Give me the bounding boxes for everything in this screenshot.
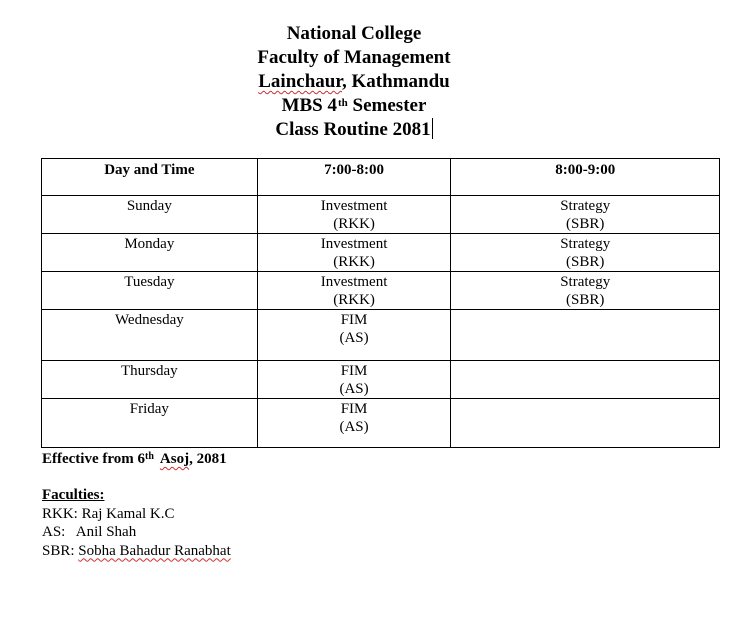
faculties-heading: Faculties: bbox=[42, 487, 105, 503]
faculty-code: (SBR) bbox=[566, 292, 605, 308]
day-cell: Wednesday bbox=[42, 310, 258, 361]
column-header-slot-2: 8:00-9:00 bbox=[451, 159, 720, 196]
faculty-code: (RKK) bbox=[333, 216, 375, 232]
slot2-cell-empty bbox=[451, 310, 720, 361]
day-cell: Thursday bbox=[42, 361, 258, 399]
slot1-cell bbox=[257, 310, 451, 361]
subject: Investment bbox=[320, 198, 388, 214]
subject: Strategy bbox=[560, 274, 611, 290]
faculties-legend bbox=[42, 486, 231, 560]
faculty-entry: RKK: Raj Kamal K.C bbox=[42, 505, 175, 522]
slot2-cell bbox=[451, 272, 720, 310]
subject: Strategy bbox=[560, 236, 611, 252]
slot1-cell bbox=[257, 361, 451, 399]
spellcheck-flagged-word: Asoj bbox=[159, 451, 190, 467]
subject: FIM bbox=[340, 312, 368, 328]
day-cell: Tuesday bbox=[42, 272, 258, 310]
slot1-cell bbox=[257, 196, 451, 234]
table-row bbox=[42, 196, 720, 234]
table-row bbox=[42, 310, 720, 361]
faculty-code: (RKK) bbox=[333, 292, 375, 308]
college-location: Lainchaur, Kathmandu bbox=[258, 71, 450, 92]
column-header-slot-1: 7:00-8:00 bbox=[257, 159, 451, 196]
slot1-cell bbox=[257, 399, 451, 448]
spellcheck-flagged-word: Lainchaur bbox=[258, 71, 343, 92]
table-row bbox=[42, 361, 720, 399]
slot2-cell bbox=[451, 234, 720, 272]
faculty-entry: SBR: Sobha Bahadur Ranabhat bbox=[42, 542, 231, 559]
day-cell: Sunday bbox=[42, 196, 258, 234]
subject: Strategy bbox=[560, 198, 611, 214]
routine-title[interactable]: Class Routine 2081 bbox=[275, 119, 431, 140]
table-row bbox=[42, 272, 720, 310]
column-header-day-time: Day and Time bbox=[42, 159, 258, 196]
faculty-name: Faculty of Management bbox=[257, 47, 451, 68]
slot2-cell bbox=[451, 196, 720, 234]
day-cell: Friday bbox=[42, 399, 258, 448]
faculty-code: (AS) bbox=[339, 381, 369, 397]
subject: FIM bbox=[340, 363, 368, 379]
faculty-code: (SBR) bbox=[566, 254, 605, 270]
faculty-code: (AS) bbox=[339, 330, 369, 346]
spellcheck-flagged-word: Sobha Bahadur Ranabhat bbox=[78, 542, 231, 559]
subject: FIM bbox=[340, 401, 368, 417]
faculty-code: (AS) bbox=[339, 419, 369, 435]
text-cursor bbox=[432, 118, 433, 139]
slot2-cell-empty bbox=[451, 399, 720, 448]
day-cell: Monday bbox=[42, 234, 258, 272]
program-semester: MBS 4th Semester bbox=[281, 95, 427, 116]
class-routine-table bbox=[41, 158, 720, 448]
document-title-block bbox=[0, 22, 708, 142]
slot1-cell bbox=[257, 234, 451, 272]
slot2-cell-empty bbox=[451, 361, 720, 399]
effective-date-note: Effective from 6th Asoj, 2081 bbox=[42, 451, 227, 467]
faculty-code: (SBR) bbox=[566, 216, 605, 232]
table-row bbox=[42, 399, 720, 448]
table-row bbox=[42, 234, 720, 272]
faculty-entry: AS: Anil Shah bbox=[42, 524, 137, 540]
subject: Investment bbox=[320, 274, 388, 290]
faculty-code: (RKK) bbox=[333, 254, 375, 270]
slot1-cell bbox=[257, 272, 451, 310]
table-header-row bbox=[42, 159, 720, 196]
subject: Investment bbox=[320, 236, 388, 252]
college-name: National College bbox=[286, 23, 422, 44]
